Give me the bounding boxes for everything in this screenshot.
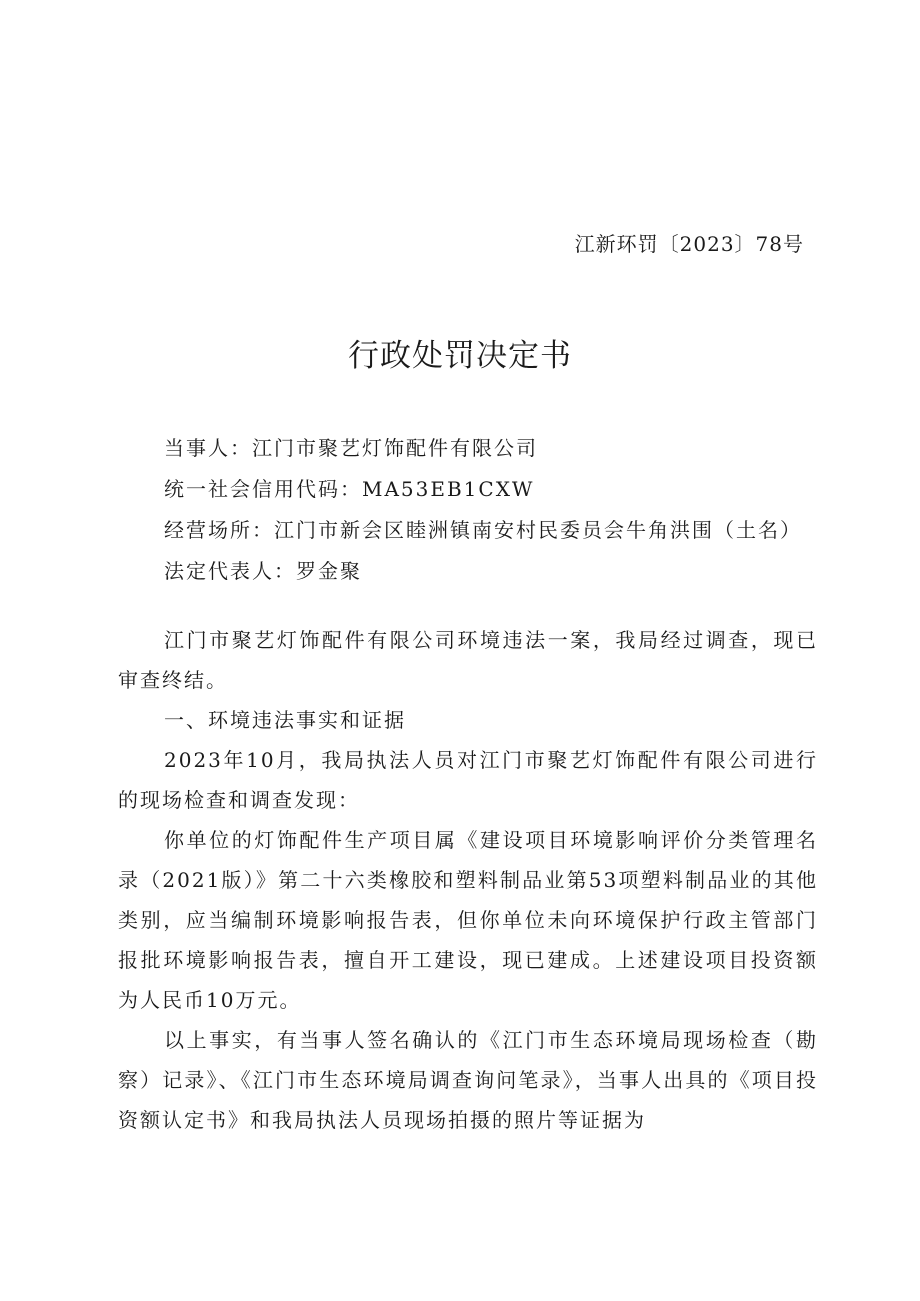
section-one-heading: 一、环境违法事实和证据 bbox=[164, 708, 406, 732]
party-address: 经营场所：江门市新会区睦洲镇南安村民委员会牛角洪围（土名） bbox=[164, 518, 802, 542]
document-title: 行政处罚决定书 bbox=[348, 338, 572, 374]
document-body bbox=[118, 620, 818, 1140]
evidence-paragraph: 以上事实，有当事人签名确认的《江门市生态环境局现场检查（勘察）记录》、《江门市生态环境局调查询问笔录》，当事人出具的《项目投资额认定书》和我局执法人员现场拍摄的照片等证据为 bbox=[118, 1028, 818, 1132]
document-number: 江新环罚〔2023〕78号 bbox=[574, 232, 804, 256]
party-info bbox=[164, 428, 844, 592]
intro-paragraph: 江门市聚艺灯饰配件有限公司环境违法一案，我局经过调查，现已审查终结。 bbox=[118, 628, 818, 692]
party-credit-code: 统一社会信用代码：MA53EB1CXW bbox=[164, 477, 535, 501]
party-legal-representative: 法定代表人：罗金聚 bbox=[164, 559, 362, 583]
fact-detail-paragraph: 你单位的灯饰配件生产项目属《建设项目环境影响评价分类管理名录（2021版）》第二十六类橡胶和塑料制品业第53项塑料制品业的其他类别，应当编制环境影响报告表，但你单位未向环境保护行政主管部门报批环境影响报告表，擅自开工建设，现已建成。上述建设项目投资额为人民币10万元。 bbox=[118, 828, 818, 1012]
fact-intro-paragraph: 2023年10月，我局执法人员对江门市聚艺灯饰配件有限公司进行的现场检查和调查发现： bbox=[118, 748, 818, 812]
party-name: 当事人：江门市聚艺灯饰配件有限公司 bbox=[164, 436, 538, 460]
